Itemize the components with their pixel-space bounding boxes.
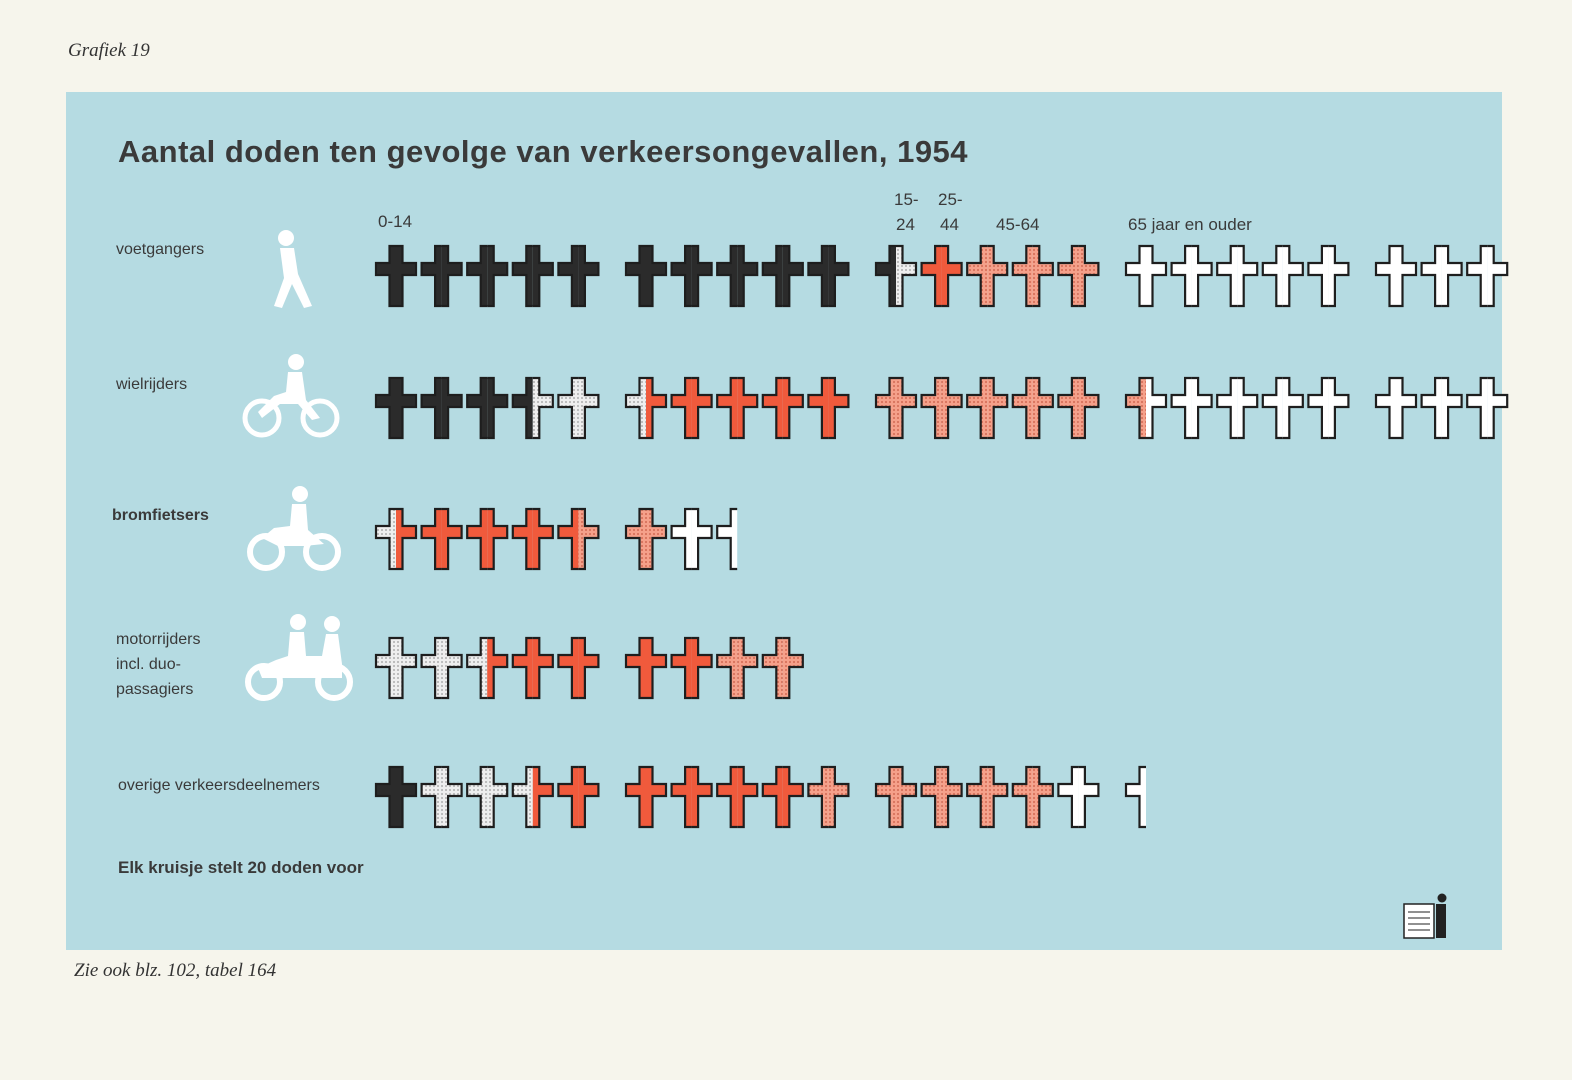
row-label-overige: overige verkeersdeelnemers [118, 777, 320, 794]
scale-note: Elk kruisje stelt 20 doden voor [118, 858, 364, 877]
cross-voetgangers-3 [467, 246, 507, 306]
cross-wielrijders-3 [467, 378, 507, 438]
cross-voetgangers-9 [763, 246, 803, 306]
cross-overige-11 [876, 767, 916, 827]
cross-wielrijders-18 [1217, 378, 1257, 438]
cross-wielrijders-7 [672, 378, 712, 438]
cross-wielrijders-23 [1467, 378, 1507, 438]
cross-voetgangers-22 [1422, 246, 1462, 306]
cross-bromfietsers-8 [717, 509, 757, 569]
age-label-45-64: 45-64 [996, 215, 1040, 234]
age-label-15-24-bottom: 24 [896, 215, 915, 234]
cross-voetgangers-14 [1013, 246, 1053, 306]
cross-overige-16 [1126, 767, 1166, 827]
cross-voetgangers-2 [422, 246, 462, 306]
row-label-motorrijders-1: motorrijders [116, 631, 201, 648]
cross-overige-7 [672, 767, 712, 827]
cross-overige-1 [376, 767, 416, 827]
cross-wielrijders-13 [967, 378, 1007, 438]
cross-voetgangers-15 [1058, 246, 1098, 306]
cross-motorrijders-6 [626, 638, 666, 698]
cross-voetgangers-13 [967, 246, 1007, 306]
cross-bromfietsers-6 [626, 509, 666, 569]
cross-voetgangers-4 [513, 246, 553, 306]
cross-wielrijders-10 [808, 378, 848, 438]
cross-voetgangers-8 [717, 246, 757, 306]
cross-voetgangers-1 [376, 246, 416, 306]
cross-wielrijders-2 [422, 378, 462, 438]
cross-voetgangers-19 [1263, 246, 1303, 306]
cross-overige-6 [626, 767, 666, 827]
cross-overige-15 [1058, 767, 1098, 827]
cross-motorrijders-2 [422, 638, 462, 698]
row-label-voetgangers: voetgangers [116, 241, 205, 258]
cross-wielrijders-11 [876, 378, 916, 438]
figure-label: Grafiek 19 [68, 40, 150, 61]
cross-wielrijders-14 [1013, 378, 1053, 438]
cross-wielrijders-21 [1376, 378, 1416, 438]
cross-overige-10 [808, 767, 848, 827]
cross-motorrijders-4 [513, 638, 553, 698]
cross-wielrijders-5 [558, 378, 598, 438]
cross-voetgangers-21 [1376, 246, 1416, 306]
cross-voetgangers-23 [1467, 246, 1507, 306]
age-label-25-44-top: 25- [938, 190, 963, 209]
footnote: Zie ook blz. 102, tabel 164 [74, 960, 277, 981]
cross-motorrijders-1 [376, 638, 416, 698]
cross-wielrijders-9 [763, 378, 803, 438]
cross-motorrijders-7 [672, 638, 712, 698]
cross-voetgangers-17 [1172, 246, 1212, 306]
cross-wielrijders-16 [1126, 378, 1166, 438]
cross-motorrijders-3 [467, 638, 507, 698]
cross-motorrijders-8 [717, 638, 757, 698]
cross-motorrijders-9 [763, 638, 803, 698]
cross-overige-8 [717, 767, 757, 827]
cross-voetgangers-20 [1308, 246, 1348, 306]
cross-wielrijders-17 [1172, 378, 1212, 438]
cross-voetgangers-10 [808, 246, 848, 306]
cross-voetgangers-16 [1126, 246, 1166, 306]
cross-bromfietsers-4 [513, 509, 553, 569]
cross-motorrijders-5 [558, 638, 598, 698]
cbs-logo [1400, 892, 1454, 942]
age-label-65plus: 65 jaar en ouder [1128, 215, 1252, 234]
cross-voetgangers-6 [626, 246, 666, 306]
age-label-15-24-top: 15- [894, 190, 919, 209]
cross-wielrijders-20 [1308, 378, 1348, 438]
cross-wielrijders-4 [513, 378, 553, 438]
cross-overige-12 [922, 767, 962, 827]
cross-overige-5 [558, 767, 598, 827]
cross-wielrijders-19 [1263, 378, 1303, 438]
cross-overige-9 [763, 767, 803, 827]
cross-bromfietsers-7 [672, 509, 712, 569]
cross-wielrijders-15 [1058, 378, 1098, 438]
cross-voetgangers-5 [558, 246, 598, 306]
chart-title: Aantal doden ten gevolge van verkeersongevallen, 1954 [118, 134, 969, 169]
cross-voetgangers-11 [876, 246, 916, 306]
cross-voetgangers-18 [1217, 246, 1257, 306]
cross-voetgangers-7 [672, 246, 712, 306]
cross-overige-4 [513, 767, 553, 827]
cross-voetgangers-12 [922, 246, 962, 306]
age-label-25-44-bottom: 44 [940, 215, 959, 234]
cross-overige-13 [967, 767, 1007, 827]
cross-overige-2 [422, 767, 462, 827]
cross-wielrijders-8 [717, 378, 757, 438]
cross-bromfietsers-2 [422, 509, 462, 569]
cross-overige-3 [467, 767, 507, 827]
row-label-motorrijders-3: passagiers [116, 681, 194, 698]
cross-wielrijders-12 [922, 378, 962, 438]
row-label-motorrijders-2: incl. duo- [116, 656, 181, 673]
cross-bromfietsers-1 [376, 509, 416, 569]
row-label-wielrijders: wielrijders [116, 376, 188, 393]
cross-wielrijders-6 [626, 378, 666, 438]
row-label-bromfietsers: bromfietsers [112, 507, 209, 524]
age-label-0-14: 0-14 [378, 212, 413, 231]
cross-overige-14 [1013, 767, 1053, 827]
cross-wielrijders-22 [1422, 378, 1462, 438]
cross-wielrijders-1 [376, 378, 416, 438]
cross-bromfietsers-3 [467, 509, 507, 569]
cross-bromfietsers-5 [558, 509, 598, 569]
